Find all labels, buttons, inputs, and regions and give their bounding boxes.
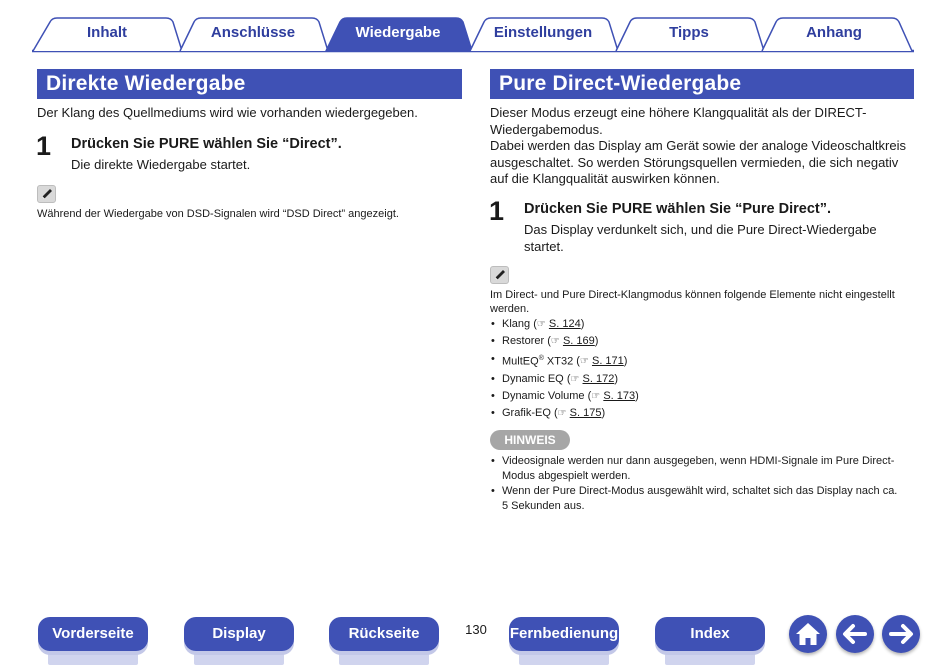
right-note-line: werden. [490, 303, 530, 315]
right-intro-line: Dieser Modus erzeugt eine höhere Klangqualität als der DIRECT- [490, 105, 867, 120]
right-step-desc [524, 222, 877, 255]
page-ref-link[interactable]: (☞ S. 169) [547, 335, 598, 347]
item-label: Restorer [502, 335, 545, 348]
right-section-title: Pure Direct-Wiedergabe [490, 69, 914, 99]
right-note [490, 288, 914, 316]
left-note: Während der Wiedergabe von DSD-Signalen wird “DSD Direct” angezeigt. [37, 208, 399, 220]
hinweis-list [490, 454, 914, 514]
fernbedienung-button[interactable]: Fernbedienung [509, 617, 619, 651]
list-item [490, 454, 914, 483]
item-label: Dynamic Volume [502, 389, 585, 402]
pointing-hand-icon: ☞ [591, 390, 601, 402]
right-step-title: Drücken Sie PURE wählen Sie “Pure Direct”. [524, 201, 832, 217]
hinweis-badge: HINWEIS [490, 430, 570, 450]
tab-inhalt[interactable]: Inhalt [87, 24, 127, 41]
tab-einstellungen[interactable]: Einstellungen [493, 24, 593, 41]
tab-anschluesse[interactable]: Anschlüsse [210, 24, 296, 41]
page-ref-link[interactable]: (☞ S. 172) [567, 373, 618, 385]
back-button[interactable] [836, 615, 874, 653]
forward-button[interactable] [882, 615, 920, 653]
right-intro-line: Wiedergabemodus. [490, 121, 603, 137]
tab-tipps[interactable]: Tipps [669, 24, 709, 41]
list-item [490, 316, 639, 333]
right-intro2-line: ausgeschaltet. So werden Störungsquellen vermieden, die sich negativ [490, 154, 899, 170]
list-item [490, 405, 639, 422]
left-step-number: 1 [36, 131, 52, 161]
list-item [490, 371, 639, 388]
right-step-desc-line: startet. [524, 238, 564, 254]
right-intro2-line: Dabei werden das Display am Gerät sowie der analoge Videoschaltkreis [490, 138, 906, 153]
index-button[interactable]: Index [655, 617, 765, 651]
rueckseite-button[interactable]: Rückseite [329, 617, 439, 651]
item-label: Dynamic EQ [502, 372, 564, 385]
left-intro: Der Klang des Quellmediums wird wie vorhanden wiedergegeben. [37, 105, 418, 120]
hinweis-line: 5 Sekunden aus. [502, 499, 585, 512]
registered-mark: ® [538, 354, 544, 362]
right-intro [490, 105, 914, 188]
vorderseite-button[interactable]: Vorderseite [38, 617, 148, 651]
list-item [490, 351, 639, 371]
home-icon [789, 615, 827, 653]
page-ref-link[interactable]: (☞ S. 124) [533, 318, 584, 330]
hinweis-line: • Wenn der Pure Direct-Modus ausgewählt wird, schaltet sich das Display nach ca. [502, 485, 898, 497]
pointing-hand-icon: ☞ [570, 373, 580, 385]
right-step-desc-line: Das Display verdunkelt sich, und die Pure Direct-Wiedergabe [524, 222, 877, 237]
right-intro2-line: auf die Klangqualität auswirken können. [490, 171, 720, 186]
top-tab-bar [0, 0, 950, 56]
hinweis-line: Modus abgespielt werden. [502, 469, 631, 482]
arrow-right-icon [882, 615, 920, 653]
right-note-line: Im Direct- und Pure Direct-Klangmodus können folgende Elemente nicht eingestellt [490, 289, 895, 301]
left-section-title: Direkte Wiedergabe [37, 69, 462, 99]
right-step-number: 1 [489, 196, 505, 226]
pointing-hand-icon: ☞ [536, 319, 546, 330]
pointing-hand-icon: ☞ [550, 336, 560, 348]
pointing-hand-icon: ☞ [579, 356, 589, 368]
page-ref-link[interactable]: (☞ S. 175) [554, 407, 605, 419]
display-button[interactable]: Display [184, 617, 294, 651]
list-item [490, 333, 639, 350]
list-item [490, 388, 639, 405]
item-label: MultEQ [502, 355, 539, 368]
arrow-left-icon [836, 615, 874, 653]
tab-anhang[interactable]: Anhang [806, 24, 862, 41]
item-label: Klang [502, 318, 531, 330]
pointing-hand-icon: ☞ [557, 408, 567, 420]
left-step-desc: Die direkte Wiedergabe startet. [71, 157, 251, 172]
left-step-title: Drücken Sie PURE wählen Sie “Direct”. [71, 136, 342, 152]
list-item [490, 484, 914, 513]
pencil-icon [37, 185, 56, 203]
page-number: 130 [465, 622, 487, 637]
page-ref-link[interactable]: (☞ S. 171) [576, 355, 627, 367]
item-suffix: XT32 [543, 355, 574, 368]
page-ref-link[interactable]: (☞ S. 173) [588, 390, 639, 402]
home-button[interactable] [789, 615, 827, 653]
item-label: Grafik-EQ [502, 407, 551, 420]
restricted-items-list [490, 316, 639, 422]
hinweis-line: • Videosignale werden nur dann ausgegeben, wenn HDMI-Signale im Pure Direct- [502, 455, 895, 467]
pencil-icon [490, 266, 509, 284]
tab-wiedergabe[interactable]: Wiedergabe [355, 24, 441, 41]
